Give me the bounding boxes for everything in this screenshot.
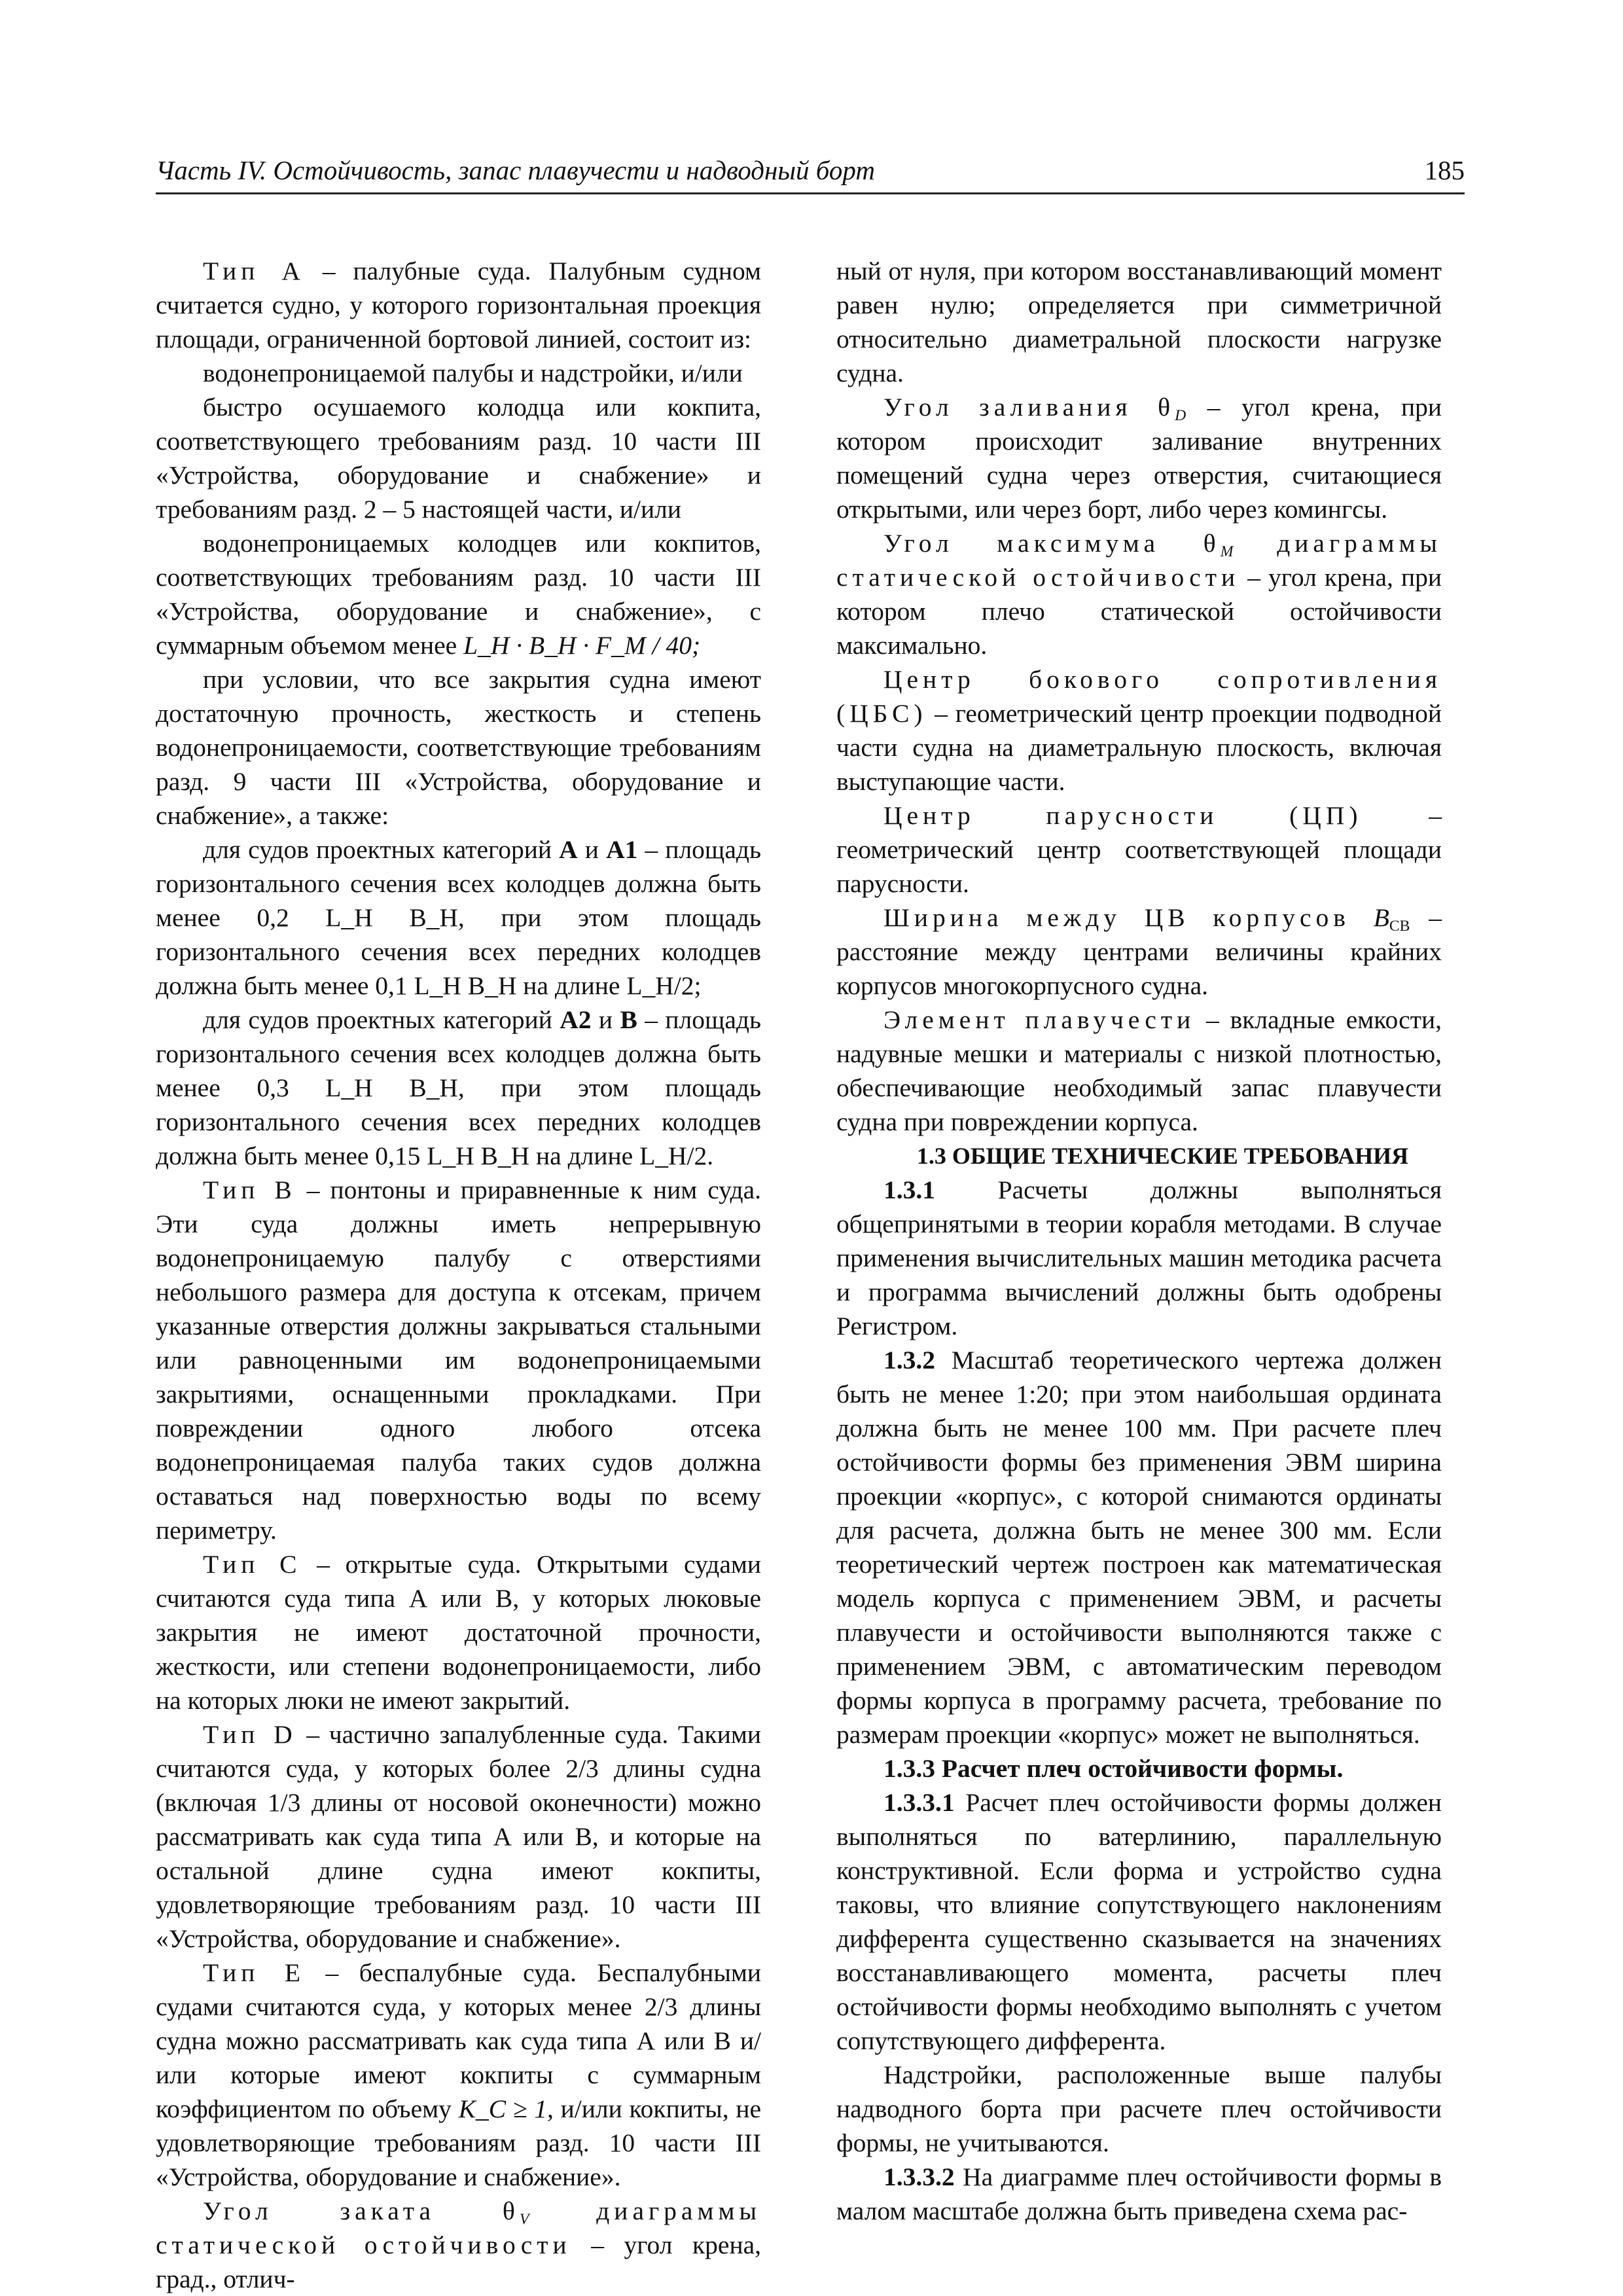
paragraph-1-3-1: 1.3.1 Расчеты должны выполняться общепринятыми в теории корабля методами. В случае применения вычислительных машин методика расчета и программа вычислений должны быть одобрены Регистром. bbox=[836, 1175, 1442, 1340]
page-number: 185 bbox=[1424, 155, 1465, 185]
type-d-paragraph: Тип D – частично запалубленные суда. Такими считаются суда, у которых более 2/3 длины судна (включая 1/3 длины от носовой оконечности) можно рассматривать как суда типа А или В, и которые на остальной длине судна имеют кокпиты, удовлетворяющие требованиям разд. 10 части III «Устройства, оборудование и снабжение». bbox=[156, 1720, 762, 1953]
paragraph-1-3-3-heading: 1.3.3 Расчет плеч остойчивости формы. bbox=[883, 1754, 1344, 1783]
paragraph-1-3-2: 1.3.2 Масштаб теоретического чертежа должен быть не менее 1:20; при этом наибольшая ордината должна быть не менее 100 мм. При расчете плеч остойчивости формы без применения ЭВМ ширина проекции «корпус», с которой снимаются ординаты для расчета, должна быть не менее 300 мм. Если теоретический чертеж построен как математическая модель корпуса с применением ЭВМ, и расчеты плавучести и остойчивости выполняются также с применением ЭВМ, с автоматическим переводом формы корпуса в программу расчета, требование по размерам проекции «корпус» может не выполняться. bbox=[836, 1346, 1442, 1749]
type-b-paragraph: Тип B – понтоны и приравненные к ним суда. Эти суда должны иметь непрерывную водонепроницаемую палубу с отверстиями небольшого размера для доступа к отсекам, причем указанные отверстия должны закрываться стальными или равноценными им водонепроницаемыми закрытиями, оснащенными прокладками. При повреждении одного любого отсека водонепроницаемая палуба таких судов должна оставаться над поверхностью воды по всему периметру. bbox=[156, 1175, 761, 1545]
kc-formula: K_C ≥ 1 bbox=[458, 2094, 548, 2123]
type-a-item-2: быстро осушаемого колодца или кокпита, соответствующего требованиям разд. 10 части III «Устройства, оборудование и снабжение» и требованиям разд. 2 – 5 настоящей части, и/или bbox=[156, 393, 761, 524]
paragraph-1-3-3-1-note: Надстройки, расположенные выше палубы надводного борта при расчете плеч остойчивости формы, не учитываются. bbox=[836, 2060, 1442, 2157]
type-d-term: Тип D bbox=[203, 1720, 297, 1749]
left-column bbox=[156, 254, 761, 2296]
running-head bbox=[156, 152, 1465, 194]
windage-center-paragraph: Центр парусности (ЦП) – геометрический центр соответствующей площади парусности. bbox=[836, 801, 1442, 898]
category-b-paragraph: для судов проектных категорий A2 и B – площадь горизонтального сечения всех колодцев должна быть менее 0,3 L_H B_H, при этом площадь горизонтального сечения всех передних колодцев должна быть менее 0,15 L_H B_H на длине L_H/2. bbox=[156, 1005, 762, 1170]
flooding-angle-paragraph: Угол заливания $\theta_D$ – угол крена, при котором происходит заливание внутренних помещений судна через отверстия, считающиеся открытыми, или через борт, либо через комингсы. bbox=[836, 393, 1442, 524]
buoyancy-element-paragraph: Элемент плавучести – вкладные емкости, надувные мешки и материалы с низкой плотностью, обеспечивающие необходимый запас плавучести судна при повреждении корпуса. bbox=[836, 1005, 1442, 1136]
type-e-paragraph: Тип E – беспалубные суда. Беспалубными судами считаются суда, у которых менее 2/3 длины судна можно рассматривать как суда типа А или В и/или которые имеют кокпиты с суммарным коэффициентом по объему K_C ≥ 1, и/или кокпиты, не удовлетворяющие требованиям разд. 10 части III «Устройства, оборудование и снабжение». bbox=[156, 1958, 761, 2191]
section-heading: 1.3 ОБЩИЕ ТЕХНИЧЕСКИЕ ТРЕБОВАНИЯ bbox=[916, 1143, 1409, 1169]
vanishing-angle-paragraph: Угол заката $\theta_V$ диаграммы статической остойчивости – угол крена, град., отлич- bbox=[156, 2197, 761, 2293]
type-c-paragraph: Тип C – открытые суда. Открытыми судами считаются суда типа А или В, у которых люковые закрытия не имеют достаточной прочности, жесткости, или степени водонепроницаемости, либо на которых люки не имеют закрытий. bbox=[156, 1550, 761, 1715]
type-a-item-1: водонепроницаемой палубы и надстройки, и/или bbox=[203, 359, 743, 387]
paragraph-1-3-3-1: 1.3.3.1 Расчет плеч остойчивости формы должен выполняться по ватерлинию, параллельную конструктивной. Если форма и устройство судна таковы, что влияние сопутствующего наклонениям дифферента существенно сказывается на значениях восстанавливающего момента, расчеты плеч остойчивости формы необходимо выполнять с учетом сопутствующего дифферента. bbox=[836, 1788, 1442, 2055]
type-e-term: Тип E bbox=[203, 1958, 306, 1987]
category-a-paragraph: для судов проектных категорий A и A1 – площадь горизонтального сечения всех колодцев должна быть менее 0,2 L_H B_H, при этом площадь горизонтального сечения всех передних колодцев должна быть менее 0,1 L_H B_H на длине L_H/2; bbox=[156, 835, 761, 1000]
type-a-item-3: водонепроницаемых колодцев или кокпитов, соответствующих требованиям разд. 10 части III «Устройства, оборудование и снабжение», с суммарным объемом менее L_H · B_H · F_M / 40; bbox=[156, 529, 761, 660]
running-head-title: Часть IV. Остойчивость, запас плавучести и надводный борт bbox=[156, 155, 875, 185]
type-a-condition: при условии, что все закрытия судна имеют достаточную прочность, жесткость и степень водонепроницаемости, соответствующие требованиям разд. 9 части III «Устройства, оборудование и снабжение», а также: bbox=[156, 665, 761, 830]
type-a-term: Тип А bbox=[203, 257, 305, 285]
max-angle-paragraph: Угол максимума $\theta_M$ диаграммы статической остойчивости – угол крена, при котором плечо статической остойчивости максимально. bbox=[836, 529, 1442, 660]
right-column bbox=[836, 254, 1442, 2228]
type-b-term: Тип B bbox=[203, 1175, 296, 1204]
type-c-term: Тип C bbox=[203, 1550, 302, 1579]
volume-formula: L_H · B_H · F_M / 40; bbox=[463, 631, 701, 660]
vanishing-angle-continuation: ный от нуля, при котором восстанавливающий момент равен нулю; определяется при симметричной относительно диаметральной плоскости нагрузке судна. bbox=[836, 257, 1442, 387]
lateral-resistance-paragraph: Центр бокового сопротивления (ЦБС) – геометрический центр проекции подводной части судна на диаметральную плоскость, включая выступающие части. bbox=[836, 665, 1442, 796]
paragraph-1-3-3-2: 1.3.3.2 На диаграмме плеч остойчивости формы в малом масштабе должна быть приведена схема рас- bbox=[836, 2162, 1442, 2225]
hull-width-paragraph: Ширина между ЦВ корпусов $B_{СВ}$ – расстояние между центрами величины крайних корпусов многокорпусного судна. bbox=[836, 903, 1442, 1000]
type-a-paragraph: Тип А – палубные суда. Палубным судном считается судно, у которого горизонтальная проекция площади, ограниченной бортовой линией, состоит из: bbox=[156, 257, 761, 353]
